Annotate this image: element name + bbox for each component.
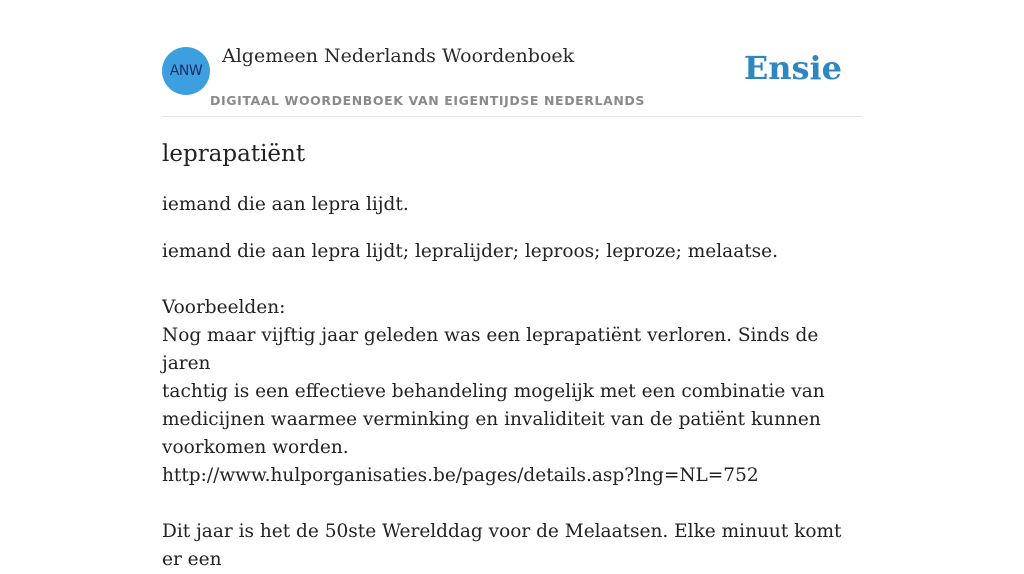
entry-content (162, 138, 852, 574)
example-1-line-1: Nog maar vijftig jaar geleden was een leprapatiënt verloren. Sinds de jaren (162, 325, 819, 374)
blank-line (162, 266, 852, 294)
site-header (162, 0, 862, 117)
site-title[interactable]: Algemeen Nederlands Woordenboek (222, 45, 575, 67)
entry-body (162, 238, 852, 574)
example-1-source: http://www.hulporganisaties.be/pages/details.asp?lng=NL=752 (162, 465, 759, 486)
example-1-line-2: tachtig is een effectieve behandeling mogelijk met een combinatie van (162, 381, 825, 402)
entry-definition: iemand die aan lepra lijdt. (162, 194, 409, 215)
example-1-line-4: voorkomen worden. (162, 437, 349, 458)
anw-logo[interactable]: ANW (162, 47, 210, 95)
entry-headword: leprapatiënt (162, 141, 306, 167)
examples-heading: Voorbeelden: (162, 297, 286, 318)
example-2-line-1: Dit jaar is het de 50ste Werelddag voor de Melaatsen. Elke minuut komt er een (162, 521, 842, 570)
example-1-line-3: medicijnen waarmee verminking en invaliditeit van de patiënt kunnen (162, 409, 821, 430)
ensie-logo[interactable]: Ensie (743, 49, 842, 87)
site-subtitle: DIGITAAL WOORDENBOEK VAN EIGENTIJDSE NEDERLANDS (210, 93, 646, 108)
synonyms-line: iemand die aan lepra lijdt; lepralijder; leproos; leproze; melaatse. (162, 241, 778, 262)
blank-line (162, 490, 852, 518)
